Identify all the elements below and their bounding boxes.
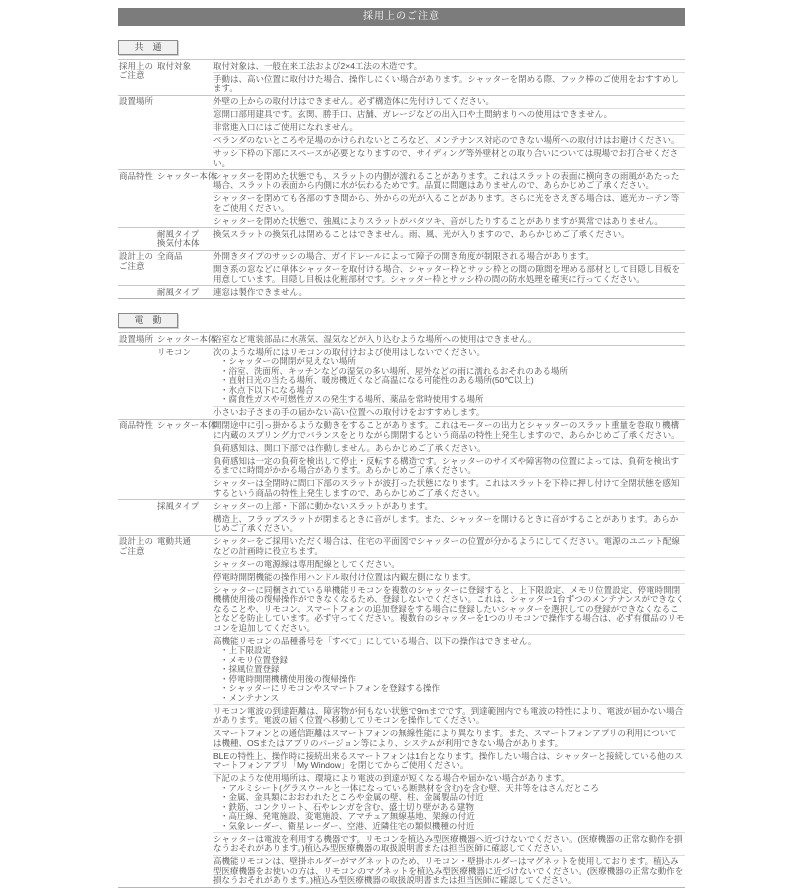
page-title: 採用上のご注意	[118, 8, 685, 26]
note-rows	[213, 228, 685, 250]
subcategory-label	[157, 286, 213, 298]
category-label	[118, 536, 157, 887]
note-text: 構造上、フラップスラットが閉まるときに音がします。また、シャッターを開けるときに音がすることがあります。あらかじめご了承ください。	[213, 513, 679, 533]
category-label	[118, 333, 157, 345]
note-bullet-item: ・腐食性ガスや可燃性ガスの発生する場所、薬品を常時使用する場所	[220, 394, 484, 404]
note-group	[118, 227, 685, 250]
category-label-line: 商品特性	[119, 420, 154, 430]
note-bullet-item: ・シャッターにリモコンやスマートフォンを登録する操作	[220, 683, 440, 693]
subcategory-label	[157, 500, 213, 535]
note-text: シャッターは電波を利用する機器です。リモコンを植込み型医療機器へ近づけないでください。(医療機器の正常な動作を損なうおそれがあります。)植込み型医療機器の取扱説明書または担当医師に確認してください。	[213, 833, 683, 853]
note-bullet-item: ・メモリ位置登録	[220, 654, 289, 665]
note-row	[213, 108, 685, 121]
note-text: シャッターの上部・下部に動かないスラットがあります。	[213, 500, 433, 511]
note-text: ベランダのないところや足場のかけられないところなど、メンテナンス対応のできない場所への取付けはお避けください。	[213, 135, 680, 145]
note-text: 取付対象は、一般在来工法および2×4工法の木造です。	[213, 60, 423, 71]
note-rows	[213, 60, 685, 95]
note-rows	[213, 420, 685, 500]
note-group	[118, 95, 685, 170]
note-text: シャッターは全閉時に間口下部のスラットが波打った状態になります。これはスラットを下枠に押し付けて全閉状態を感知するという商品の特性上発生しますので、あらかじめご了承ください。	[213, 478, 680, 498]
note-text: 下記のような使用場所は、環境により電波の到達が短くなる場合や届かない場合があります。	[213, 773, 570, 783]
note-group	[118, 499, 685, 535]
subcategory-label-line: 電動共通	[157, 536, 192, 546]
note-text: シャッターを閉めても各部のすき間から、外からの光が入ることがあります。さらに光をさえぎる場合は、遮光カーテン等をご使用ください。	[213, 193, 680, 213]
note-row	[213, 170, 685, 192]
note-row	[213, 72, 685, 95]
note-bullet-item: ・鉄筋、コンクリート、石やレンガを含む、盛土切り壁がある建物	[220, 801, 474, 812]
note-bullet-item: ・採風位置登録	[220, 664, 280, 674]
note-row	[213, 60, 685, 72]
note-row	[213, 147, 685, 170]
note-rows	[213, 170, 685, 227]
note-text: シャッターをご採用いただく場合は、住宅の平面図でシャッターの位置が分かるようにしてください。電源のユニット配線などの計画時に役立ちます。	[213, 536, 680, 556]
subcategory-label	[157, 536, 213, 887]
category-label-line: 採用上の	[119, 60, 154, 71]
note-row	[213, 263, 685, 286]
note-bullet-item: ・氷点下以下になる場合	[220, 384, 314, 395]
note-bullet-item: ・メンテナンス	[220, 692, 279, 703]
note-text: 非常進入口にはご使用になれません。	[213, 122, 359, 132]
category-label	[118, 286, 157, 298]
note-text: 開閉途中に引っ掛かるような動きをすることがあります。これはモーターの出力とシャッターのスラット重量を巻取り機構に内蔵のスプリング力でバランスをとりながら開閉するという商品の特性上発生しますので、あらかじめご了承ください。	[213, 420, 680, 440]
note-row	[213, 96, 685, 108]
note-rows	[213, 251, 685, 286]
note-bullet-item: ・浴室、洗面所、キッチンなどの湿気の多い場所、屋外などの雨に濡れるおそれのある場所	[220, 365, 568, 376]
category-label-line: 設置場所	[119, 333, 154, 344]
subcategory-label-line: 耐風タイプ	[157, 286, 200, 297]
note-row	[213, 772, 685, 833]
notes-table	[118, 332, 685, 888]
note-bullet-item: ・シャッターの開閉が見えない場所	[220, 356, 356, 366]
subcategory-label-line: リモコン	[157, 346, 192, 357]
note-text: シャッターの電源線は専用配線としてください。	[213, 558, 400, 569]
note-group	[118, 250, 685, 286]
note-text: 高機能リモコンの品種番号を「すべて」にしている場合、以下の操作はできません。	[213, 635, 537, 646]
subcategory-label	[157, 96, 213, 170]
note-row	[213, 634, 685, 704]
note-bullet-item: ・気象レーダー、衛星レーダー、空港、近隣住宅の類似機種の付近	[220, 820, 475, 831]
subcategory-label	[157, 170, 217, 227]
note-text: スマートフォンとの通信距離はスマートフォンの無線性能により異なります。また、スマートフォンアプリの利用については機種、OSまたはアプリのバージョン等により、システムが利用できない場合があります。	[213, 728, 677, 748]
subcategory-label-line: シャッター本体	[157, 170, 217, 181]
note-bullet-item: ・上下限設定	[220, 645, 272, 655]
note-text: 連窓は製作できません。	[213, 286, 308, 297]
catalog-page	[118, 0, 685, 888]
note-text: 負荷感知は、開口下部では作動しません。あらかじめご了承ください。	[213, 442, 486, 453]
note-row	[213, 557, 685, 570]
note-row	[213, 536, 685, 558]
note-row	[213, 570, 685, 583]
category-label-line: 商品特性	[119, 170, 154, 181]
note-rows	[213, 346, 685, 419]
note-row	[213, 121, 685, 134]
note-text: リモコン電波の到達距離は、障害物が何もない状態で9mまでです。到達範囲内でも電波の特性により、電波が届かない場合があります。電波の届く位置へ移動してリモコンを操作してください。	[213, 705, 684, 725]
note-group	[118, 169, 685, 227]
note-group	[118, 60, 685, 95]
category-label-line: ご注意	[119, 260, 145, 271]
section-label: 共 通	[118, 40, 178, 55]
subcategory-label	[157, 420, 217, 500]
note-row	[213, 832, 685, 855]
note-bullet-item: ・金属、金具類におおわれたところや金属の壁、柱、金属製品の付近	[220, 792, 484, 802]
note-text: 窓開口部用建具です。玄関、勝手口、店舗、ガレージなどの出入口や土間納まりへの使用はできません。	[213, 109, 613, 119]
category-label	[118, 420, 157, 500]
subcategory-label	[157, 346, 213, 419]
note-text: 次のような場所にはリモコンの取付けおよび使用はしないでください。	[213, 346, 486, 357]
subcategory-label	[157, 60, 213, 95]
subcategory-label-line: 全商品	[157, 251, 183, 261]
category-label-line: ご注意	[119, 70, 145, 80]
note-row	[213, 134, 685, 147]
note-row	[213, 228, 685, 240]
note-text: サッシ下枠の下部にスペースが必要となりますので、サイディング等外壁材との取り合いについては現場でお打合せください。	[213, 148, 679, 168]
note-text: BLEの特性上、操作時に接続出来るスマートフォンは1台となります。操作したい場合は、シャッターと接続している他のスマートフォンアプリ「My Window」を閉じてからご使用ください。	[213, 750, 683, 770]
subcategory-label-line: 取付対象	[157, 60, 192, 71]
note-text: 小さいお子さまの手の届かない高い位置への取付けをおすすめします。	[213, 407, 485, 417]
note-row	[213, 512, 685, 535]
note-text: 高機能リモコンは、壁掛ホルダーがマグネットのため、リモコン・壁掛ホルダーはマグネットを使用しております。植込み型医療機器をお使いの方は、リモコンのマグネットを植込み型医療機器に近づけないでください。(医療機器の正常な動作を損なうおそれがあります。)植込み型医療機器の取扱説明書または担当医師に確認してください。	[213, 856, 684, 885]
note-row	[213, 727, 685, 750]
note-group	[118, 285, 685, 298]
note-row	[213, 749, 685, 772]
note-row	[213, 406, 685, 419]
note-text: 手動は、高い位置に取付けた場合、操作しにくい場合があります。シャッターを閉める際、フック棒のご使用をおすすめします。	[213, 73, 680, 93]
note-row	[213, 420, 685, 442]
note-row	[213, 583, 685, 634]
note-row	[213, 333, 685, 345]
note-text: 開き系の窓などに単体シャッターを取付ける場合、シャッター枠とサッシ枠との間の隙間を埋める部材として目隠し目板を用意しています。目隠し目板は化粧部材です。シャッター枠とサッシ枠の間の防水処理を確実に行ってください。	[213, 264, 680, 284]
category-label-line: 設計上の	[119, 536, 154, 546]
note-rows	[213, 500, 685, 535]
note-group	[118, 535, 685, 887]
category-label	[118, 228, 157, 250]
note-bullet-item: ・直射日光の当たる場所、暖房機近くなど高温になる可能性のある場所(50℃以上)	[220, 375, 534, 385]
category-label	[118, 96, 157, 170]
section-label: 電 動	[118, 313, 178, 328]
note-row	[213, 214, 685, 227]
category-label	[118, 500, 157, 535]
note-rows	[213, 96, 685, 170]
note-row	[213, 251, 685, 263]
category-label	[118, 346, 157, 419]
notes-table	[118, 59, 685, 299]
note-bullet-item: ・停電時開閉機構使用後の復帰操作	[220, 673, 357, 684]
note-text: シャッターを閉めた状態で、強風によりスラットがバタツキ、音がしたりすることがありますが異常ではありません。	[213, 215, 663, 226]
subcategory-label	[157, 228, 213, 250]
subcategory-label-line: シャッター本体	[157, 333, 217, 344]
note-group	[118, 419, 685, 500]
subcategory-label-line: シャッター本体	[157, 420, 217, 430]
sections-container	[118, 40, 685, 888]
note-rows	[213, 333, 685, 345]
note-text: 浴室など電装部品に水蒸気、湿気などが入り込むような場所への使用はできません。	[213, 333, 537, 344]
note-rows	[213, 286, 685, 298]
note-row	[213, 346, 685, 406]
note-bullet-item: ・高圧線、発電施設、変電施設、アマチュア無線基地、架線の付近	[220, 811, 475, 821]
note-row	[213, 286, 685, 298]
note-group	[118, 345, 685, 419]
note-text: 負荷感知は一定の負荷を検出して停止・反転する構造です。シャッターのサイズや障害物の位置によっては、負荷を検出するまでに時間がかかる場合があります。あらかじめご了承ください。	[213, 455, 679, 475]
note-group	[118, 333, 685, 345]
subcategory-label-line: 耐風タイプ	[157, 228, 200, 239]
note-text: 停電時開閉機能の操作用ハンドル取付け位置は内観左側になります。	[213, 571, 476, 582]
category-label	[118, 60, 157, 95]
note-row	[213, 441, 685, 454]
note-text: シャッターに同梱されている単機能リモコンを複数のシャッターに登録すると、上下限設定、メモリ位置設定、停電時開閉機構使用後の復帰操作ができなくなるため、登録しないでください。これは、シャッター1台ずつのメンテナンスができなくなることや、リモコン、スマートフォンの追加登録をする場合に登録したいシャッターを選択しての登録ができなくなることなどを防止しています。必ず守ってください。複数台のシャッターを1つのリモコンで操作する場合は、必ず有償品のリモコンを追加してください。	[213, 584, 685, 633]
subcategory-label-line: 採風タイプ	[157, 500, 200, 511]
note-bullet-item: ・アルミシート(グラスウールと一体になっている断熱材を含む)を含む壁、天井等をはさんだところ	[220, 782, 599, 793]
note-text: シャッターを閉めた状態でも、スラットの内側が濡れることがあります。これはスラットの表面に横向きの雨風があたった場合、スラットの表面から内側に水が伝わるためです。品質に問題はありませんので、あらかじめご了承ください。	[213, 170, 680, 190]
category-label	[118, 170, 157, 227]
subcategory-label	[157, 333, 217, 345]
subcategory-label-line: 換気付本体	[157, 238, 200, 248]
note-row	[213, 855, 685, 887]
note-row	[213, 500, 685, 512]
category-label-line: ご注意	[119, 545, 145, 556]
note-row	[213, 704, 685, 727]
note-row	[213, 454, 685, 477]
note-text: 外壁の上からの取付けはできません。必ず構造体に先付けしてください。	[213, 96, 495, 106]
category-label-line: 設計上の	[119, 251, 154, 261]
note-text: 外開きタイプのサッシの場合、ガイドレールによって障子の開き角度が制限される場合があります。	[213, 251, 594, 261]
note-text: 換気スラットの換気孔は閉めることはできません。雨、風、光が入りますので、あらかじめご了承ください。	[213, 228, 630, 239]
subcategory-label	[157, 251, 213, 286]
category-label	[118, 251, 157, 286]
category-label-line: 設置場所	[119, 96, 154, 106]
note-rows	[213, 536, 685, 887]
note-row	[213, 192, 685, 215]
note-row	[213, 477, 685, 500]
